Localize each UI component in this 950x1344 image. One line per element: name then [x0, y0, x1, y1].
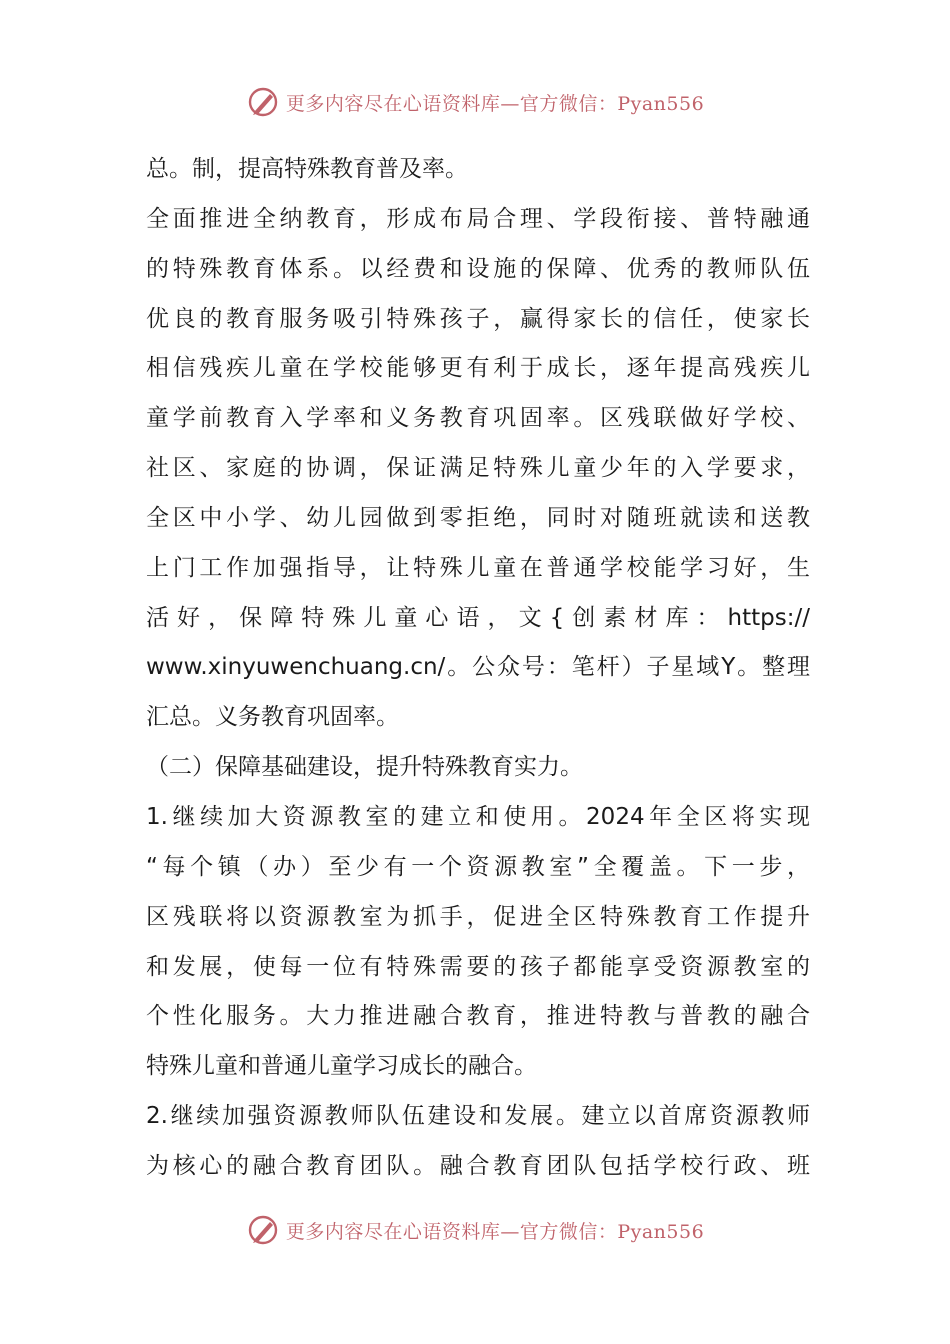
text-line: www.xinyuwenchuang.cn/。公众号：笔杆）子星域Y。整理	[146, 654, 810, 681]
text-line: 社区、家庭的协调，保证满足特殊儿童少年的入学要求，	[146, 455, 810, 482]
footer-watermark	[0, 1210, 950, 1250]
text-line: 总。制，提高特殊教育普及率。	[146, 156, 468, 182]
text-line: 上门工作加强指导，让特殊儿童在普通学校能学习好，生	[146, 554, 810, 581]
pen-seal-logo-icon	[246, 85, 280, 119]
text-line: 汇总。义务教育巩固率。	[146, 704, 399, 731]
watermark-text: 更多内容尽在心语资料库—官方微信：Pyan556	[285, 92, 705, 115]
pen-seal-logo-icon	[246, 1213, 280, 1247]
text-line: 为核心的融合教育团队。融合教育团队包括学校行政、班	[146, 1152, 810, 1179]
text-line: 个性化服务。大力推进融合教育，推进特教与普教的融合	[146, 1003, 810, 1030]
document-body	[146, 145, 810, 1192]
text-line: 区残联将以资源教室为抓手，促进全区特殊教育工作提升	[146, 903, 810, 930]
text-line: 特殊儿童和普通儿童学习成长的融合。	[146, 1053, 537, 1080]
text-line: 2.继续加强资源教师队伍建设和发展。建立以首席资源教师	[146, 1103, 810, 1130]
section-heading: （二）保障基础建设，提升特殊教育实力。	[146, 754, 583, 781]
text-line: 优良的教育服务吸引特殊孩子，赢得家长的信任，使家长	[146, 305, 810, 332]
text-line: 活好，保障特殊儿童心语，文{创素材库：https://	[146, 604, 810, 631]
text-line: 相信残疾儿童在学校能够更有利于成长，逐年提高残疾儿	[146, 355, 810, 382]
text-line: “每个镇（办）至少有一个资源教室”全覆盖。下一步，	[146, 853, 810, 880]
text-line: 全面推进全纳教育，形成布局合理、学段衔接、普特融通	[146, 205, 810, 232]
watermark-text: 更多内容尽在心语资料库—官方微信：Pyan556	[285, 1220, 705, 1243]
header-watermark	[0, 82, 950, 122]
text-line: 童学前教育入学率和义务教育巩固率。区残联做好学校、	[146, 405, 810, 432]
text-line: 和发展，使每一位有特殊需要的孩子都能享受资源教室的	[146, 953, 810, 980]
text-line: 的特殊教育体系。以经费和设施的保障、优秀的教师队伍	[146, 255, 810, 282]
text-line: 全区中小学、幼儿园做到零拒绝，同时对随班就读和送教	[146, 504, 810, 531]
text-line: 1.继续加大资源教室的建立和使用。2024年全区将实现	[146, 803, 810, 830]
